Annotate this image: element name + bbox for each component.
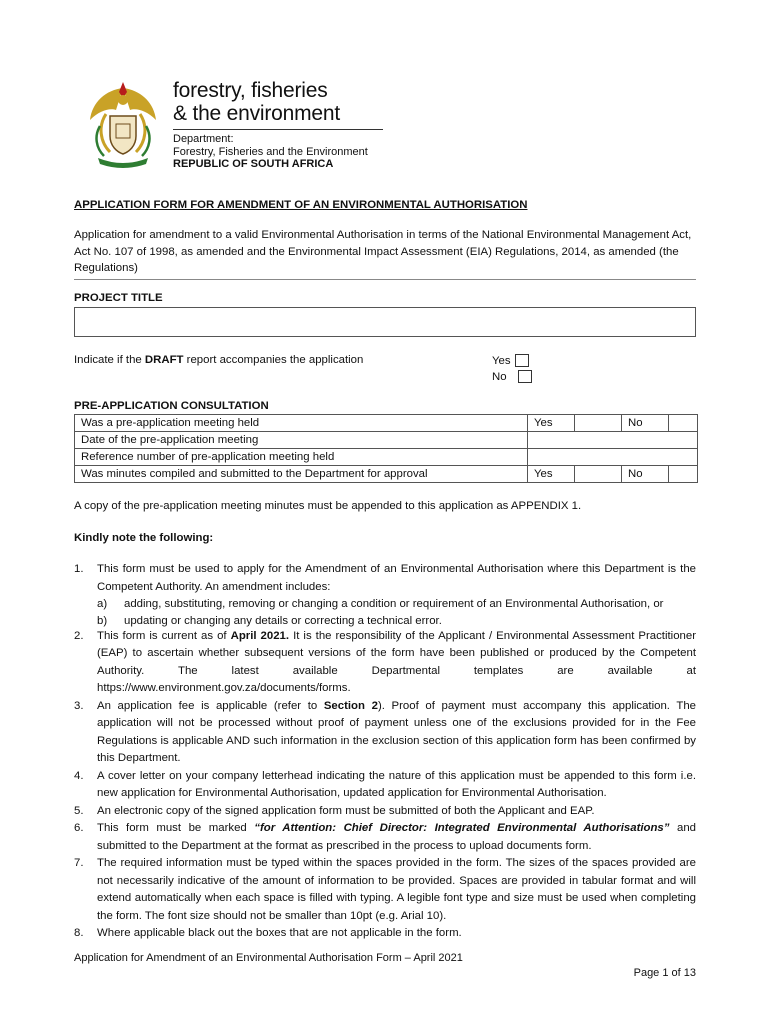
draft-yes-label: Yes (492, 355, 511, 367)
list-text-post: ). Proof of payment must accompany this application. The application will not be processed without proof of payment unless one of the exclusions provided for in the Fee Regulations is applicable AND such information in the exclusion section of this application form has been confirmed by this Department. (97, 699, 696, 764)
sub-item (74, 614, 696, 628)
list-item (74, 768, 696, 803)
project-title-input[interactable] (74, 307, 696, 337)
page-number: Page 1 of 13 (633, 967, 696, 979)
sub-item-letter: b) (97, 614, 108, 627)
table-row (75, 415, 698, 432)
table-row (75, 449, 698, 466)
list-item (74, 925, 696, 943)
list-number: 7. (74, 857, 84, 869)
list-item (74, 855, 696, 925)
notes-heading: Kindly note the following: (74, 532, 214, 544)
draft-no-label: No (492, 371, 507, 383)
list-item (74, 803, 696, 821)
sub-item-text: adding, substituting, removing or changing a condition or requirement of an Environmental Authorisation, or (124, 598, 664, 610)
list-item (74, 698, 696, 768)
draft-yes-checkbox[interactable] (515, 354, 529, 367)
list-text-pre: This form is current as of (97, 629, 231, 642)
table-row (75, 466, 698, 483)
list-text-post: and submitted to the Department at the format as prescribed in the process to upload documents form. (97, 822, 697, 852)
pre-app-yes-label: Yes (528, 415, 575, 432)
pre-app-no-cell[interactable] (669, 466, 698, 483)
list-text-post: It is the responsibility of the Applicant / Environmental Assessment Practitioner (EAP) to ascertain whether subsequent versions of the form have been published or produced by the Competent Authority. The latest available Departmental templates are available at https://www.environment.gov.za/documents/forms. (97, 629, 696, 694)
sub-item (74, 596, 696, 614)
sub-item-letter: a) (97, 598, 108, 610)
list-number: 8. (74, 927, 84, 939)
country-name: REPUBLIC OF SOUTH AFRICA (173, 158, 334, 170)
pre-app-reference-input[interactable] (528, 449, 698, 466)
draft-keyword: DRAFT (144, 354, 184, 366)
form-title: APPLICATION FORM FOR AMENDMENT OF AN ENVIRONMENTAL AUTHORISATION (74, 199, 528, 211)
list-item (74, 820, 696, 855)
list-number: 5. (74, 804, 84, 817)
draft-question-post: report accompanies the application (183, 354, 364, 366)
draft-options (492, 353, 532, 385)
department-label: Department: (173, 133, 234, 145)
list-text-pre: An application fee is applicable (refer to (97, 699, 324, 712)
list-text-bold: April 2021. (230, 629, 290, 642)
pre-app-row-label: Reference number of pre-application meeting held (75, 449, 528, 466)
list-number: 1. (74, 563, 84, 575)
pre-app-yes-cell[interactable] (575, 466, 622, 483)
pre-app-yes-label: Yes (528, 466, 575, 483)
form-intro: Application for amendment to a valid Environmental Authorisation in terms of the National Environmental Management Act, Act No. 107 of 1998, as amended and the Environmental Impact Assessment (EIA) Regulations, 2014, as amended (the Regulations) (74, 227, 696, 280)
pre-application-title: PRE-APPLICATION CONSULTATION (74, 400, 269, 412)
pre-app-row-label: Was minutes compiled and submitted to the Department for approval (75, 466, 528, 483)
list-text: This form must be used to apply for the Amendment of an Environmental Authorisation where this Department is the Competent Authority. An amendment includes: (97, 563, 696, 593)
pre-app-row-label: Date of the pre-application meeting (75, 432, 528, 449)
list-item (74, 561, 696, 596)
list-number: 2. (74, 629, 84, 642)
appendix-note: A copy of the pre-application meeting minutes must be appended to this application as APPENDIX 1. (74, 500, 582, 512)
list-text-bold: “for Attention: Chief Director: Integrated Environmental Authorisations” (254, 822, 670, 834)
list-text: An electronic copy of the signed application form must be submitted of both the Applicant and EAP. (97, 804, 595, 817)
pre-app-no-cell[interactable] (669, 415, 698, 432)
notes-list (74, 561, 696, 943)
list-text-pre: This form must be marked (97, 822, 255, 834)
pre-app-row-label: Was a pre-application meeting held (75, 415, 528, 432)
sub-item-text: updating or changing any details or correcting a technical error. (124, 614, 442, 627)
pre-app-date-input[interactable] (528, 432, 698, 449)
brand-line-1: forestry, fisheries (173, 79, 328, 102)
pre-app-no-label: No (622, 415, 669, 432)
draft-question-pre: Indicate if the (74, 354, 145, 366)
list-text: A cover letter on your company letterhead indicating the nature of this application must be appended to this form i.e. new application for Environmental Authorisation, updated application for Environmental Authorisation. (97, 769, 696, 799)
list-number: 4. (74, 769, 84, 782)
brand-line-2: & the environment (173, 102, 341, 125)
list-text: Where applicable black out the boxes that are not applicable in the form. (97, 927, 462, 939)
department-name: Forestry, Fisheries and the Environment (173, 146, 368, 158)
list-number: 3. (74, 699, 84, 712)
footer-document-title: Application for Amendment of an Environmental Authorisation Form – April 2021 (74, 952, 463, 964)
list-text: The required information must be typed within the spaces provided in the form. The sizes of the spaces provided are not necessarily indicative of the amount of information to be provided. Spaces are provided in tabular format and will extend automatically when each space is filled with typing. A legible font type and size must be used when completing the form. The font size should not be smaller than 10pt (e.g. Arial 10). (97, 857, 696, 922)
list-text-bold: Section 2 (323, 699, 378, 712)
list-item (74, 628, 696, 698)
project-title-label: PROJECT TITLE (74, 292, 163, 304)
coat-of-arms-logo (86, 80, 160, 172)
draft-question (74, 354, 363, 366)
draft-no-checkbox[interactable] (518, 370, 532, 383)
pre-app-yes-cell[interactable] (575, 415, 622, 432)
list-number: 6. (74, 822, 84, 834)
pre-app-no-label: No (622, 466, 669, 483)
brand-divider (173, 129, 383, 130)
pre-application-table (74, 414, 698, 483)
table-row (75, 432, 698, 449)
